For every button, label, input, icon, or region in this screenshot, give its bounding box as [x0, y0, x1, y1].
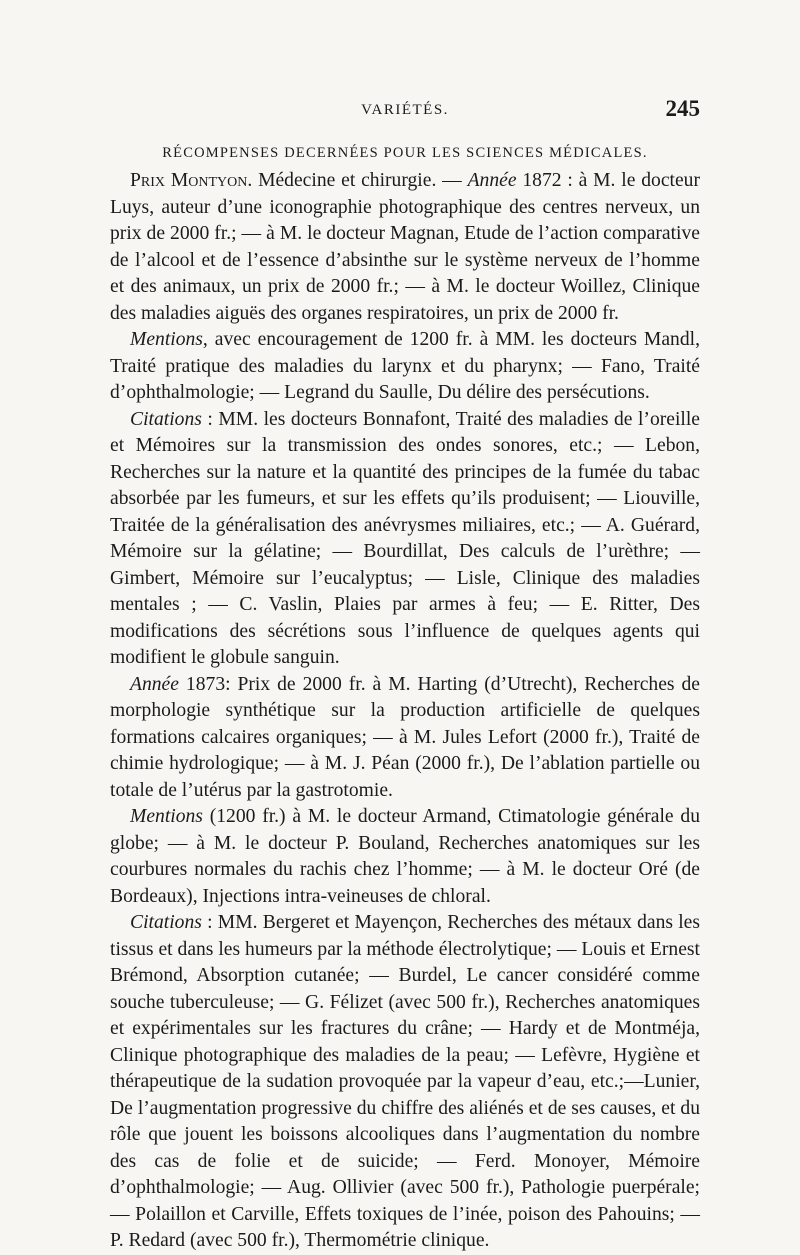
paragraph-text: : MM. les docteurs Bonnafont, Traité des maladies de l’oreille et Mémoires sur la transmission des ondes sonores, etc.; — Lebon, Recherches sur la nature et la quantité des principes de la fumée du tabac absorbée par les fumeurs, et sur les effets qu’ils produisent; — Liouville, Traitée de la généralisation des anévrysmes miliaires, etc.; — A. Guérard, Mémoire sur la gélatine; — Bourdillat, Des calculs de l’urèthre; — Gimbert, Mémoire sur l’eucalyptus; — Lisle, Clinique des maladies mentales ; — C. Vaslin, Plaies par armes à feu; — E. Ritter, Des modifications des sécrétions sous l’influence de quelques agents qui modifient le globule sanguin. [110, 408, 700, 668]
paragraph-citations-1873 [110, 910, 700, 1255]
running-title: VARIÉTÉS. [361, 102, 449, 118]
paragraph-label: Citations [130, 408, 202, 430]
paragraph-label: Mentions [130, 806, 203, 827]
paragraph-mentions-1872 [110, 327, 700, 407]
paragraph-mentions-1873 [110, 804, 700, 910]
paragraph-text: 1872 : à M. le docteur Luys, auteur d’une iconographie photographique des centres nerveux, un prix de 2000 fr.; — à M. le docteur Magnan, Etude de l’action comparative de l’alcool et de l’essence d’absinthe sur le système nerveux de l’homme et des animaux, un prix de 2000 fr.; — à M. le docteur Woillez, Clinique des maladies aiguës des organes respiratoires, un prix de 2000 fr. [110, 170, 700, 324]
paragraph-text: 1873: Prix de 2000 fr. à M. Harting (d’Utrecht), Recherches de morphologie synthétique sur la production artificielle de quelques formations calcaires organiques; — à M. Jules Lefort (2000 fr.), Traité de chimie hydrologique; — à M. J. Péan (2000 fr.), De l’ablation partielle ou totale de l’utérus par la gastrotomie. [110, 673, 700, 801]
paragraph-prix-montyon [110, 168, 700, 327]
paragraph-text: Médecine et chirurgie. — [252, 170, 468, 191]
paragraph-text: , avec encouragement de 1200 fr. à MM. les docteurs Mandl, Traité pratique des maladies du larynx et du pharynx; — Fano, Traité d’ophthalmologie; — Legrand du Saulle, Du délire des persécutions. [110, 329, 700, 403]
section-heading: RÉCOMPENSES DECERNÉES POUR LES SCIENCES MÉDICALES. [162, 145, 648, 161]
page-body [110, 168, 700, 1255]
page-number: 245 [665, 96, 700, 121]
paragraph-label: Année [130, 673, 179, 695]
paragraph-annee-1873 [110, 672, 700, 805]
paragraph-label: Mentions [130, 329, 203, 350]
paragraph-label: Citations [130, 912, 202, 933]
paragraph-text: (1200 fr.) à M. le docteur Armand, Ctimatologie générale du globe; — à M. le docteur P. Bouland, Recherches anatomiques sur les courbures normales du rachis chez l’homme; — à M. le docteur Oré (de Bordeaux), Injections intra-veineuses de chloral. [110, 806, 700, 907]
paragraph-text: : MM. Bergeret et Mayençon, Recherches des métaux dans les tissus et dans les humeurs par la méthode électrolytique; — Louis et Ernest Brémond, Absorption cutanée; — Burdel, Le cancer considéré comme souche tuberculeuse; — G. Félizet (avec 500 fr.), Recherches anatomiques et expérimentales sur les fractures du crâne; — Hardy et de Montméja, Clinique photographique des maladies de la peau; — Lefèvre, Hygiène et thérapeutique de la sudation provoquée par la vapeur d’eau, etc.;—Lunier, De l’augmentation progressive du chiffre des aliénés et de ses causes, et du rôle que jouent les boissons alcooliques dans l’augmentation du nombre des cas de folie et de suicide; — Ferd. Monoyer, Mémoire d’ophthalmologie; — Aug. Ollivier (avec 500 fr.), Pathologie puerpérale; — Polaillon et Carville, Effets toxiques de l’inée, poison des Pahouins; — P. Redard (avec 500 fr.), Thermométrie clinique. [110, 912, 700, 1251]
year-label: Année [467, 170, 517, 191]
prize-name: Prix Montyon. [130, 170, 253, 191]
paragraph-citations-1872 [110, 407, 700, 672]
running-head [110, 96, 700, 126]
